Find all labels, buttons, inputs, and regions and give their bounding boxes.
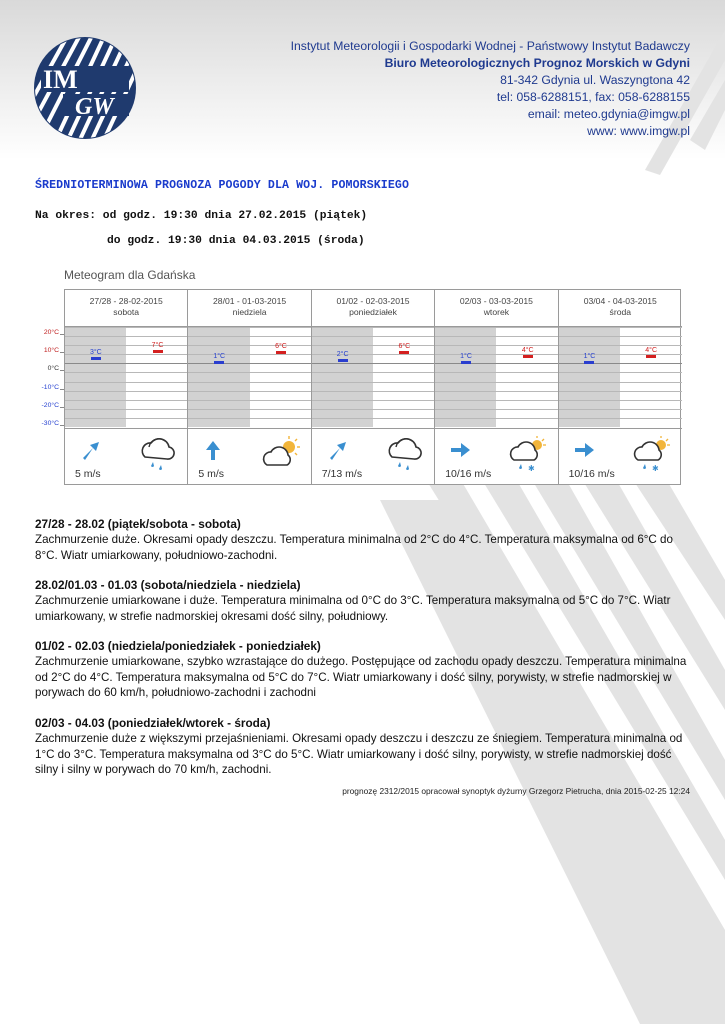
wind-speed: 10/16 m/s <box>445 468 492 480</box>
max-temp-label: 4°C <box>521 347 534 355</box>
max-temp-label: 4°C <box>645 347 658 355</box>
grid-line <box>435 363 557 364</box>
grid-line <box>559 354 682 355</box>
min-temp-marker <box>461 361 471 364</box>
grid-line <box>312 345 434 346</box>
max-temp-marker <box>153 350 163 353</box>
forecast-section <box>35 578 691 624</box>
grid-line <box>435 327 557 328</box>
night-shading <box>559 327 621 427</box>
min-temp-marker <box>584 361 594 364</box>
grid-line <box>559 400 682 401</box>
website: www: www.imgw.pl <box>587 124 690 138</box>
min-temp-marker <box>91 357 101 360</box>
arrow-north-icon <box>202 439 224 461</box>
grid-line <box>559 327 682 328</box>
axis-label: -20°C <box>41 401 59 409</box>
cloud-rain-icon <box>382 433 428 473</box>
meteogram-day <box>435 290 558 484</box>
logo-text-bottom: GW <box>75 94 114 120</box>
wind-speed: 5 m/s <box>75 468 101 480</box>
logo-text-top: IM <box>43 65 78 94</box>
max-temp-marker <box>399 351 409 354</box>
meteogram-title: Meteogram dla Gdańska <box>64 268 196 282</box>
grid-line <box>65 327 187 328</box>
grid-line <box>559 363 682 364</box>
min-temperature <box>333 351 353 362</box>
axis-label: 20°C <box>43 329 59 336</box>
meteogram-day <box>65 290 188 484</box>
arrow-east-icon <box>573 439 595 461</box>
svg-text:✱: ✱ <box>651 464 659 473</box>
grid-line <box>188 409 310 410</box>
grid-line <box>65 400 187 401</box>
grid-line <box>312 409 434 410</box>
grid-line <box>559 345 682 346</box>
grid-line <box>65 391 187 392</box>
sun-cloud-sleet-icon <box>506 433 552 473</box>
temperature-plot <box>435 327 557 427</box>
min-temp-marker <box>338 359 348 362</box>
period-to: do godz. 19:30 dnia 04.03.2015 (środa) <box>107 235 365 247</box>
min-temperature <box>579 353 599 364</box>
day-dates: 28/01 - 01-03-2015 <box>213 296 287 306</box>
grid-line <box>435 382 557 383</box>
grid-line <box>312 354 434 355</box>
email: email: meteo.gdynia@imgw.pl <box>527 107 690 121</box>
grid-line <box>435 418 557 419</box>
weather-row <box>559 428 682 484</box>
meteogram <box>33 268 693 488</box>
grid-line <box>559 382 682 383</box>
grid-line <box>312 336 434 337</box>
arrow-northeast-icon <box>326 439 348 461</box>
axis-label: -10°C <box>41 383 59 391</box>
grid-line <box>188 400 310 401</box>
grid-line <box>559 409 682 410</box>
grid-line <box>65 354 187 355</box>
meteogram-day <box>188 290 311 484</box>
axis-label: -30°C <box>41 419 59 427</box>
day-name: sobota <box>113 307 140 317</box>
grid-line <box>435 372 557 373</box>
arrow-northeast-icon <box>79 439 101 461</box>
max-temp-label: 6°C <box>275 343 287 351</box>
min-temp-label: 2°C <box>336 350 349 358</box>
forecast-author-note: prognozę 2312/2015 opracował synoptyk dyżurny Grzegorz Pietrucha, dnia 2015-02-25 12:24 <box>342 786 690 796</box>
max-temp-marker <box>523 355 533 358</box>
sun-cloud-icon <box>259 433 305 473</box>
forecast-section <box>35 716 691 778</box>
wind-speed: 5 m/s <box>198 468 225 480</box>
night-shading <box>312 327 373 427</box>
night-shading <box>188 327 249 427</box>
max-temp-marker <box>276 351 286 354</box>
wind-speed: 7/13 m/s <box>321 468 363 480</box>
wind-speed: 10/16 m/s <box>568 468 615 480</box>
grid-line <box>188 363 310 364</box>
grid-line <box>559 336 682 337</box>
day-name: poniedziałek <box>349 307 397 317</box>
weather-row <box>65 428 187 484</box>
grid-line <box>435 345 557 346</box>
axis-label: 0°C <box>47 365 59 373</box>
grid-line <box>65 363 187 364</box>
min-temp-label: 3°C <box>89 348 102 356</box>
temperature-plot <box>65 327 187 427</box>
grid-line <box>559 418 682 419</box>
day-header <box>188 290 310 327</box>
period-from: Na okres: od godz. 19:30 dnia 27.02.2015 (piątek) <box>35 210 368 222</box>
max-temperature <box>518 347 538 358</box>
min-temperature <box>86 349 106 360</box>
grid-line <box>312 382 434 383</box>
temperature-plot <box>559 327 682 427</box>
forecast-body: Zachmurzenie duże z większymi przejaśnieniami. Okresami opady deszczu i deszczu ze śniegiem. Temperatura minimalna od 1°C do 3°C. Temperatura maksymalna od 3°C do 5°C. Wiatr umiarkowany i dość silny, porywisty, w strefie nadmorskiej dość silny i silny w porywach do 70 km/h, zachodni. <box>35 732 683 777</box>
forecast-heading: 01/02 - 02.03 (niedziela/poniedziałek - poniedziałek) <box>35 639 321 653</box>
day-dates: 02/03 - 03-03-2015 <box>459 296 533 306</box>
office-name: Biuro Meteorologicznych Prognoz Morskich w Gdyni <box>384 56 690 70</box>
max-temperature <box>641 347 661 358</box>
grid-line <box>65 418 187 419</box>
svg-text:✱: ✱ <box>527 464 535 473</box>
forecast-section <box>35 639 691 701</box>
min-temp-marker <box>214 361 224 364</box>
max-temp-marker <box>646 355 656 358</box>
forecast-section <box>35 517 691 563</box>
grid-line <box>312 400 434 401</box>
grid-line <box>188 382 310 383</box>
grid-line <box>312 363 434 364</box>
cloud-rain-icon <box>135 433 181 473</box>
sun-cloud-sleet-icon <box>630 433 676 473</box>
grid-line <box>65 382 187 383</box>
grid-line <box>435 391 557 392</box>
meteogram-day <box>312 290 435 484</box>
grid-line <box>65 336 187 337</box>
night-shading <box>435 327 496 427</box>
grid-line <box>312 327 434 328</box>
forecast-body: Zachmurzenie duże. Okresami opady deszczu. Temperatura minimalna od 2°C do 4°C. Temperatura maksymalna od 6°C do 8°C. Wiatr umiarkowany, południowo-zachodni. <box>35 533 673 562</box>
grid-line <box>188 336 310 337</box>
min-temp-label: 1°C <box>583 352 596 360</box>
grid-line <box>559 391 682 392</box>
grid-line <box>188 391 310 392</box>
arrow-east-icon <box>449 439 471 461</box>
imgw-logo <box>33 36 137 140</box>
max-temperature <box>148 342 168 353</box>
weather-row <box>312 428 434 484</box>
day-header <box>65 290 187 327</box>
address: 81-342 Gdynia ul. Waszyngtona 42 <box>500 73 690 87</box>
grid-line <box>435 354 557 355</box>
forecast-heading: 27/28 - 28.02 (piątek/sobota - sobota) <box>35 517 241 531</box>
grid-line <box>435 400 557 401</box>
grid-line <box>559 372 682 373</box>
grid-line <box>188 372 310 373</box>
meteogram-grid <box>64 289 681 485</box>
day-header <box>435 290 557 327</box>
grid-line <box>188 418 310 419</box>
grid-line <box>188 327 310 328</box>
temperature-plot <box>188 327 310 427</box>
day-dates: 27/28 - 28-02-2015 <box>89 296 163 306</box>
max-temp-label: 6°C <box>398 343 411 351</box>
min-temp-label: 1°C <box>213 352 226 360</box>
day-name: niedziela <box>232 307 267 317</box>
meteogram-day <box>559 290 682 484</box>
grid-line <box>65 372 187 373</box>
day-dates: 03/04 - 04-03-2015 <box>583 296 657 306</box>
grid-line <box>312 418 434 419</box>
min-temperature <box>456 353 476 364</box>
night-shading <box>65 327 126 427</box>
day-header <box>312 290 434 327</box>
grid-line <box>65 345 187 346</box>
grid-line <box>312 372 434 373</box>
min-temperature <box>209 353 229 364</box>
document-title: ŚREDNIOTERMINOWA PROGNOZA POGODY DLA WOJ. POMORSKIEGO <box>35 179 410 192</box>
forecast-body: Zachmurzenie umiarkowane i duże. Temperatura minimalna od 0°C do 3°C. Temperatura maksymalna od 5°C do 7°C. Wiatr umiarkowany, w strefie nadmorskiej okresami dość silny, południowy. <box>35 594 671 623</box>
day-name: środa <box>609 307 632 317</box>
phone-fax: tel: 058-6288151, fax: 058-6288155 <box>496 90 690 104</box>
min-temp-label: 1°C <box>460 352 472 360</box>
grid-line <box>435 409 557 410</box>
grid-line <box>435 336 557 337</box>
day-name: wtorek <box>483 307 510 317</box>
forecast-heading: 02/03 - 04.03 (poniedziałek/wtorek - środa) <box>35 716 271 730</box>
day-dates: 01/02 - 02-03-2015 <box>336 296 410 306</box>
grid-line <box>65 409 187 410</box>
max-temp-label: 7°C <box>151 341 164 349</box>
axis-label: 10°C <box>43 347 59 355</box>
weather-row <box>435 428 557 484</box>
grid-line <box>188 354 310 355</box>
forecast-heading: 28.02/01.03 - 01.03 (sobota/niedziela - niedziela) <box>35 578 301 592</box>
max-temperature <box>271 343 291 354</box>
max-temperature <box>394 343 414 354</box>
institute-name: Instytut Meteorologii i Gospodarki Wodnej - Państwowy Instytut Badawczy <box>290 39 690 53</box>
grid-line <box>188 345 310 346</box>
weather-row <box>188 428 310 484</box>
grid-line <box>312 391 434 392</box>
day-header <box>559 290 682 327</box>
forecast-body: Zachmurzenie umiarkowane, szybko wzrastające do dużego. Postępujące od zachodu opady deszczu. Temperatura minimalna od 2°C do 4°C. Temperatura maksymalna od 5°C do 7°C. Wiatr umiarkowany i dość silny, porywisty, w strefie nadmorskiej w porywach do 60 km/h, południowo-zachodni i zachodni <box>35 655 687 700</box>
temperature-plot <box>312 327 434 427</box>
